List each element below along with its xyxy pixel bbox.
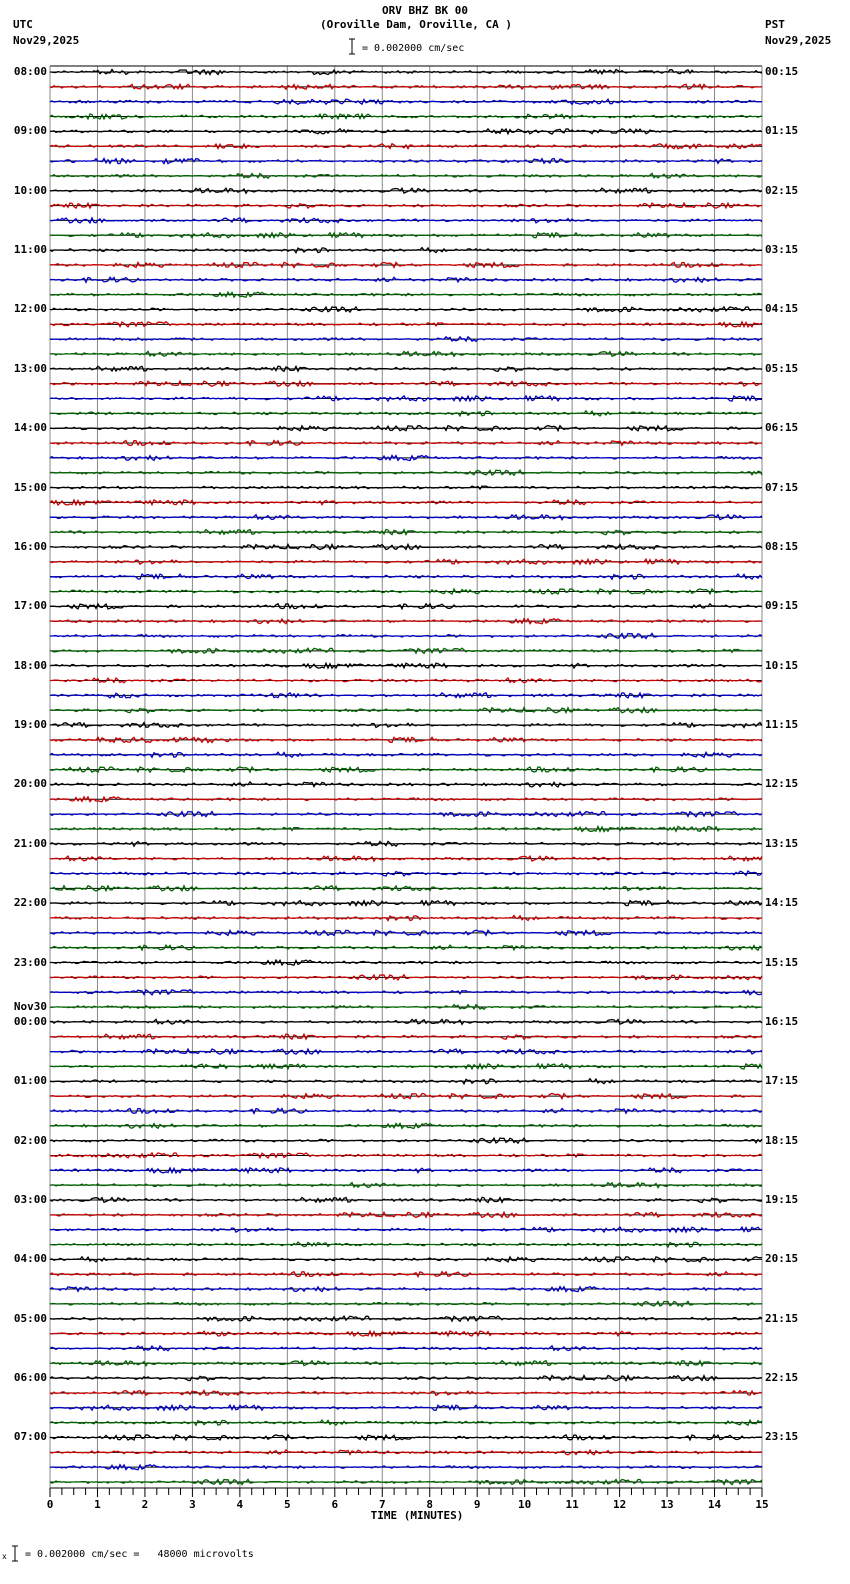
- utc-hour-label: 04:00: [13, 1252, 47, 1266]
- footer-marker: x: [2, 1552, 7, 1561]
- x-tick-label: 2: [141, 1498, 149, 1511]
- pst-hour-label: 17:15: [765, 1074, 799, 1088]
- utc-date-change-label: Nov30: [13, 1000, 47, 1014]
- pst-hour-label: 11:15: [765, 718, 799, 732]
- utc-hour-label: 10:00: [13, 183, 47, 197]
- pst-hour-label: 14:15: [765, 896, 799, 910]
- utc-hour-label: 08:00: [13, 65, 47, 78]
- chart-subtitle: (Oroville Dam, Oroville, CA ): [319, 18, 513, 31]
- x-tick-label: 4: [236, 1498, 244, 1511]
- utc-hour-label: 20:00: [13, 777, 47, 791]
- right-date: Nov29,2025: [765, 34, 832, 47]
- x-tick-label: 8: [426, 1498, 434, 1511]
- utc-hour-label: 01:00: [13, 1074, 47, 1088]
- pst-hour-label: 15:15: [765, 955, 799, 969]
- utc-hour-label: 17:00: [13, 599, 47, 613]
- pst-hour-label: 12:15: [765, 777, 799, 791]
- x-tick-label: 11: [565, 1498, 579, 1511]
- x-tick-label: 14: [707, 1498, 722, 1511]
- utc-hour-label: 00:00: [13, 1014, 47, 1028]
- utc-hour-label: 07:00: [13, 1430, 47, 1444]
- utc-hour-label: 16:00: [13, 539, 47, 553]
- x-tick-label: 5: [284, 1498, 291, 1511]
- pst-hour-label: 21:15: [765, 1311, 799, 1325]
- pst-hour-label: 00:15: [765, 65, 799, 78]
- chart-title: ORV BHZ BK 00: [381, 4, 469, 17]
- left-timezone: UTC: [13, 18, 33, 31]
- x-axis-label: TIME (MINUTES): [370, 1509, 464, 1522]
- x-tick-label: 12: [612, 1498, 627, 1511]
- x-tick-label: 0: [46, 1498, 54, 1511]
- x-tick-label: 9: [473, 1498, 481, 1511]
- utc-hour-label: 14:00: [13, 421, 47, 435]
- pst-hour-label: 04:15: [765, 302, 799, 316]
- pst-hour-label: 20:15: [765, 1252, 799, 1266]
- pst-hour-label: 02:15: [765, 183, 799, 197]
- scale-label: = 0.002000 cm/sec: [362, 43, 465, 54]
- pst-hour-label: 05:15: [765, 361, 799, 375]
- pst-hour-label: 10:15: [765, 658, 799, 672]
- utc-hour-label: 22:00: [13, 896, 47, 910]
- x-tick-label: 3: [189, 1498, 196, 1511]
- pst-hour-label: 07:15: [765, 480, 799, 494]
- x-tick-label: 1: [94, 1498, 101, 1511]
- utc-hour-label: 12:00: [13, 302, 47, 316]
- utc-hour-label: 18:00: [13, 658, 47, 672]
- utc-hour-label: 11:00: [13, 243, 47, 257]
- utc-hour-label: 13:00: [13, 361, 47, 375]
- footer-scale-note: = 0.002000 cm/sec = 48000 microvolts: [25, 1549, 254, 1560]
- left-date: Nov29,2025: [13, 34, 80, 47]
- pst-hour-label: 22:15: [765, 1371, 799, 1385]
- x-tick-label: 10: [518, 1498, 532, 1511]
- pst-hour-label: 03:15: [765, 243, 799, 257]
- footer-scale-bar-icon: [10, 1545, 20, 1562]
- pst-hour-label: 18:15: [765, 1133, 799, 1147]
- utc-hour-label: 02:00: [13, 1133, 47, 1147]
- pst-hour-label: 19:15: [765, 1193, 799, 1206]
- pst-hour-label: 23:15: [765, 1430, 799, 1444]
- utc-hour-label: 06:00: [13, 1371, 47, 1385]
- x-tick-label: 13: [660, 1498, 674, 1511]
- utc-hour-label: 09:00: [13, 124, 47, 138]
- x-tick-label: 6: [331, 1498, 339, 1511]
- utc-hour-label: 05:00: [13, 1311, 47, 1325]
- pst-hour-label: 08:15: [765, 539, 799, 553]
- right-timezone: PST: [765, 18, 785, 31]
- utc-hour-label: 19:00: [13, 718, 47, 732]
- pst-hour-label: 09:15: [765, 599, 799, 613]
- pst-hour-label: 13:15: [765, 836, 799, 850]
- utc-hour-label: 23:00: [13, 955, 47, 969]
- x-tick-label: 7: [378, 1498, 386, 1511]
- pst-hour-label: 01:15: [765, 124, 799, 138]
- pst-hour-label: 16:15: [765, 1014, 799, 1028]
- x-tick-label: 15: [755, 1498, 769, 1511]
- utc-hour-label: 15:00: [13, 480, 47, 494]
- utc-hour-label: 21:00: [13, 836, 47, 850]
- pst-hour-label: 06:15: [765, 421, 799, 435]
- utc-hour-label: 03:00: [13, 1193, 47, 1206]
